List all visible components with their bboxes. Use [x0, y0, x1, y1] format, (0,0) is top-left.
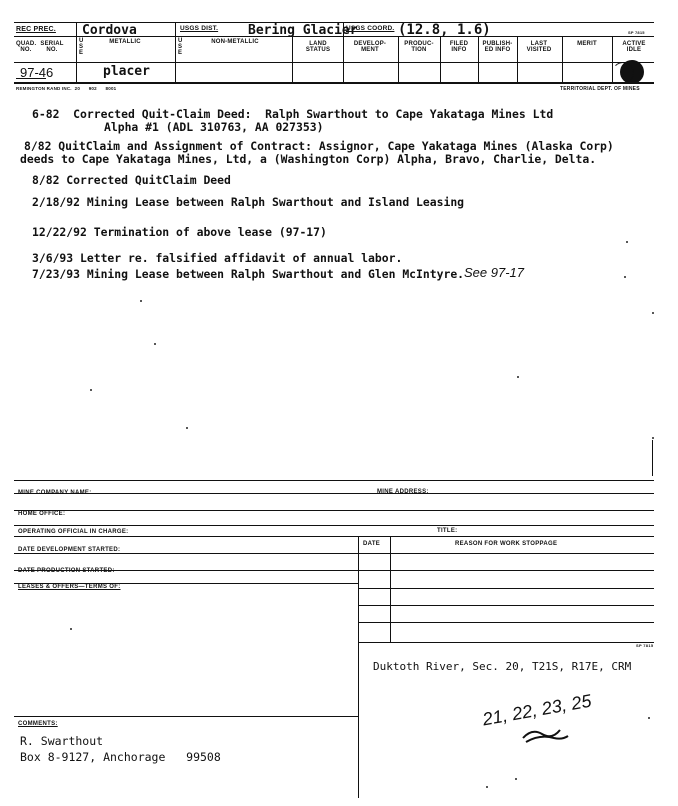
usgs-coord-label: USGS COORD. [346, 25, 395, 32]
printer-line: REMINGTON RAND INC. 20 902 8001 [16, 86, 117, 91]
speck [90, 389, 92, 391]
record-number: 97-46 [20, 65, 54, 80]
leases-offers-label: LEASES & OFFERS—TERMS OF: [18, 584, 121, 590]
entry-line: 8/82 QuitClaim and Assignment of Contract: Assignor, Cape Yakataga Mines (Alaska Corp) [24, 139, 614, 153]
form-rule [14, 716, 359, 717]
form-rule [358, 642, 654, 643]
commodity: placer [103, 64, 150, 79]
form-rule [14, 536, 654, 537]
department-label: TERRITORIAL DEPT. OF MINES [560, 86, 640, 92]
rec-prec-label: REC PREC. [16, 26, 56, 33]
col-land-status: LAND STATUS [305, 41, 331, 53]
comments-line-2: Box 8-9127, Anchorage 99508 [20, 750, 221, 764]
header-col-divider [76, 22, 77, 82]
handwritten-scribble [520, 724, 570, 748]
col-active-idle: ACTIVE IDLE [622, 41, 646, 53]
header-bottom-rule [14, 82, 654, 84]
col-quad-no: QUAD. NO. [16, 41, 37, 53]
handwritten-section-numbers: 21, 22, 23, 25 [481, 690, 593, 730]
entry-line: 8/82 Corrected QuitClaim Deed [32, 173, 231, 187]
header-col-divider [562, 36, 563, 82]
header-col-divider [440, 36, 441, 82]
col-use-nonmetallic: U S E [178, 38, 183, 56]
speck [626, 241, 628, 243]
entry-line: 6-82 Corrected Quit-Claim Deed: Ralph Swarthout to Cape Yakataga Mines Ltd [32, 107, 554, 121]
form-right-edge [652, 440, 653, 476]
speck [652, 312, 654, 314]
header-col-divider [292, 36, 293, 82]
date-production-label: DATE PRODUCTION STARTED: [18, 568, 115, 574]
form-top-rule [14, 480, 654, 481]
entry-line: 7/23/93 Mining Lease between Ralph Swarthout and Glen McIntyre. [32, 267, 465, 281]
col-non-metallic: NON-METALLIC [211, 39, 259, 45]
col-merit: MERIT [577, 41, 597, 47]
form-rule [14, 510, 654, 511]
location-description: Duktoth River, Sec. 20, T21S, R17E, CRM [373, 660, 632, 673]
form-rule [14, 493, 654, 494]
form-col-divider [390, 536, 391, 642]
col-last-visited: LAST VISITED [526, 41, 552, 53]
speck [517, 376, 519, 378]
header-col-divider [478, 36, 479, 82]
speck [515, 778, 517, 780]
date-column-header: DATE [363, 541, 381, 547]
speck [186, 427, 188, 429]
usgs-coord-value: (12.8, 1.6) [398, 22, 491, 38]
speck [154, 343, 156, 345]
operating-official-label: OPERATING OFFICIAL IN CHARGE: [18, 529, 129, 535]
form-col-divider [358, 536, 359, 798]
home-office-label: HOME OFFICE: [18, 511, 66, 517]
col-metallic: METALLIC [109, 39, 141, 45]
speck [624, 276, 626, 278]
reason-column-header: REASON FOR WORK STOPPAGE [455, 541, 558, 547]
col-filed-info: FILED INFO [449, 41, 469, 53]
col-development: DEVELOP-MENT [353, 41, 387, 53]
header-row-rule [14, 62, 654, 63]
rec-prec-value: Cordova [82, 23, 137, 38]
form-number-bottom: SP 7815 [636, 643, 654, 648]
header-col-divider [175, 22, 176, 82]
form-number-top: SP 7815 [628, 30, 645, 35]
header-col-divider [517, 36, 518, 82]
speck [486, 786, 488, 788]
header-col-divider [398, 36, 399, 82]
comments-line-1: R. Swarthout [20, 734, 104, 748]
col-use-metallic: U S E [79, 38, 84, 56]
form-rule [358, 622, 654, 623]
speck [648, 717, 650, 719]
underline-mark [16, 78, 46, 79]
mine-company-name-label: MINE COMPANY NAME: [18, 490, 92, 496]
usgs-dist-value: Bering Glacier [248, 23, 358, 38]
mine-address-label: MINE ADDRESS: [377, 489, 429, 495]
col-published-info: PUBLISH-ED INFO [482, 41, 513, 53]
entry-line: Alpha #1 (ADL 310763, AA 027353) [104, 120, 324, 134]
comments-label: COMMENTS: [18, 721, 58, 727]
title-label: TITLE: [437, 528, 458, 534]
usgs-dist-label: USGS DIST. [180, 25, 219, 32]
col-production: PRODUC-TION [404, 41, 434, 53]
entry-line: 2/18/92 Mining Lease between Ralph Swarthout and Island Leasing [32, 195, 465, 209]
handwritten-see-note: See 97-17 [464, 265, 524, 280]
form-rule [358, 605, 654, 606]
entry-line: 12/22/92 Termination of above lease (97-17) [32, 225, 327, 239]
date-development-label: DATE DEVELOPMENT STARTED: [18, 547, 121, 553]
form-rule [14, 553, 654, 554]
circle-outline-mark [612, 62, 634, 84]
speck [70, 628, 72, 630]
speck [140, 300, 142, 302]
form-rule [358, 588, 654, 589]
entry-line: 3/6/93 Letter re. falsified affidavit of annual labor. [32, 251, 403, 265]
entry-line: deeds to Cape Yakataga Mines, Ltd, a (Washington Corp) Alpha, Bravo, Charlie, Delta. [20, 152, 597, 166]
speck [652, 437, 654, 439]
col-serial-no: SERIAL NO. [40, 41, 64, 53]
form-rule [14, 525, 654, 526]
